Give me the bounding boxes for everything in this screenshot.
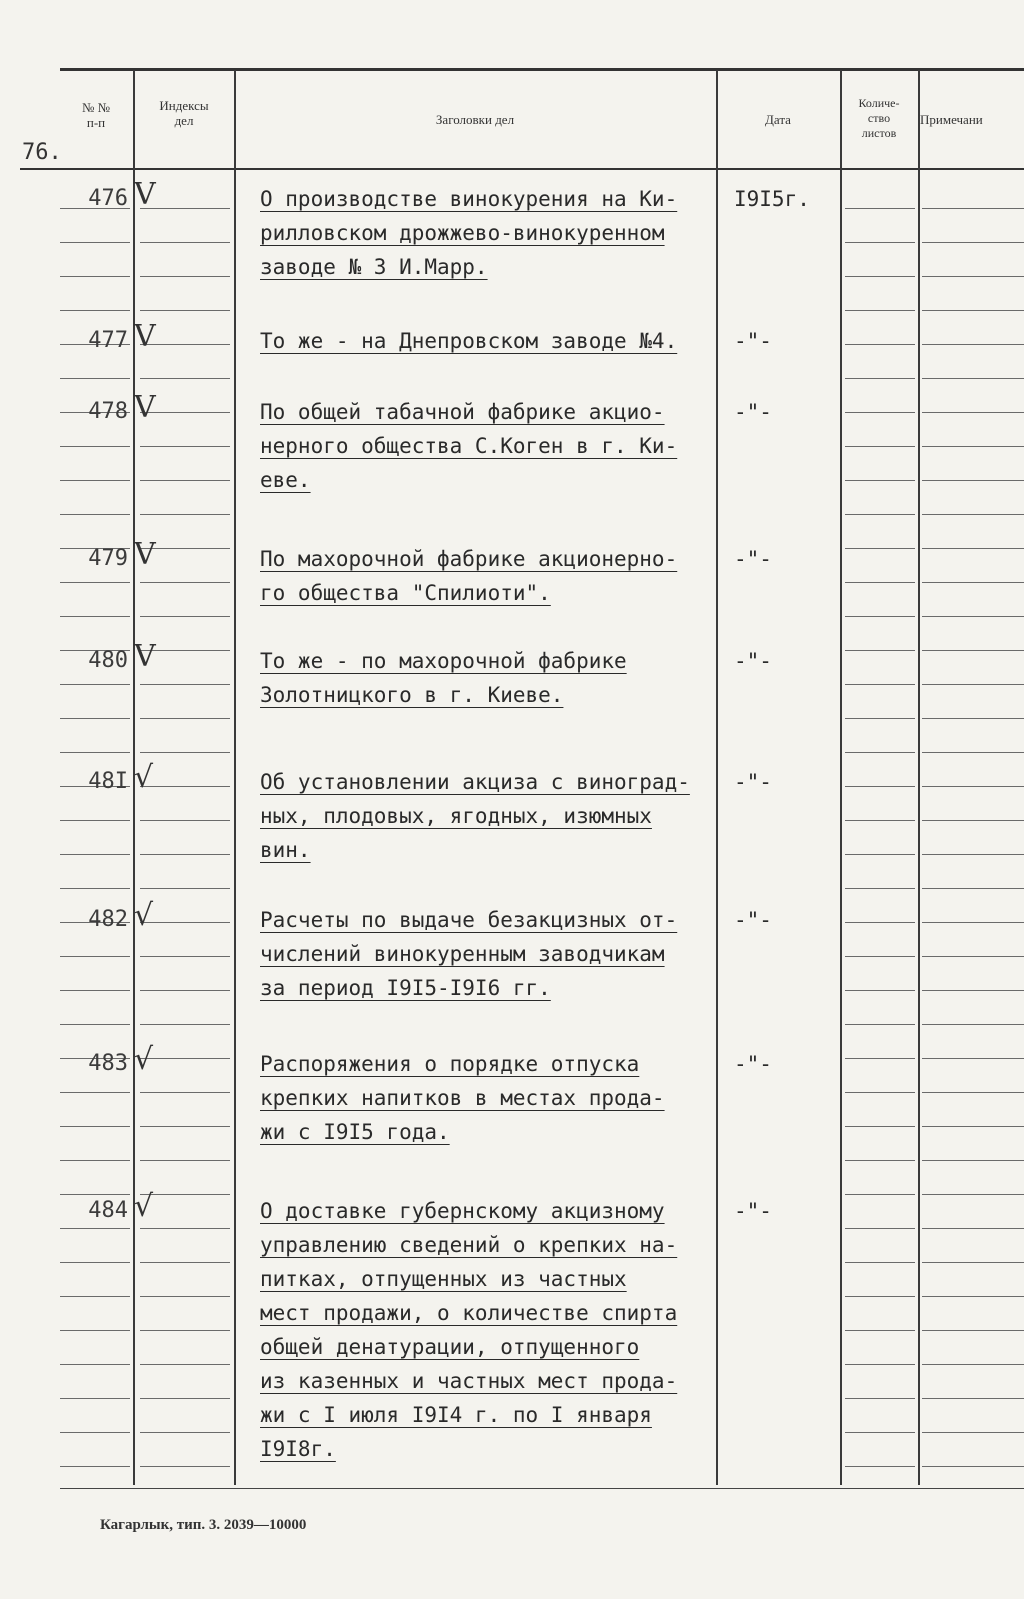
guide-line [922, 242, 1024, 243]
case-title-line: То же - на Днепровском заводе №4. [260, 329, 678, 353]
column-divider [234, 70, 236, 1485]
guide-line [140, 1296, 230, 1297]
guide-line [922, 1466, 1024, 1467]
case-title [260, 182, 730, 284]
case-title-line: Золотницкого в г. Киеве. [260, 683, 564, 707]
case-title-line: из казенных и частных мест прода- [260, 1369, 678, 1393]
case-title-line: вин. [260, 838, 311, 862]
guide-line [140, 1228, 230, 1229]
guide-line [922, 854, 1024, 855]
guide-line [60, 820, 130, 821]
guide-line [60, 1432, 130, 1433]
case-title-line: мест продажи, о количестве спирта [260, 1301, 678, 1325]
guide-line [140, 990, 230, 991]
guide-line [845, 1466, 915, 1467]
case-title [260, 395, 730, 497]
guide-line [140, 684, 230, 685]
printer-imprint: Кагарлык, тип. 3. 2039—10000 [100, 1517, 307, 1533]
guide-line [845, 310, 915, 311]
guide-line [922, 888, 1024, 889]
guide-line [60, 1228, 130, 1229]
guide-line [922, 446, 1024, 447]
guide-line [140, 956, 230, 957]
guide-line [922, 310, 1024, 311]
guide-line [922, 684, 1024, 685]
case-title-line: нерного общества С.Коген в г. Ки- [260, 434, 678, 458]
guide-line [60, 888, 130, 889]
guide-line [60, 1126, 130, 1127]
guide-line [922, 922, 1024, 923]
header-index: Индексы дел [159, 98, 209, 128]
guide-line [922, 1364, 1024, 1365]
guide-line [140, 1126, 230, 1127]
case-title-line: еве. [260, 468, 311, 492]
case-title-line: ных, плодовых, ягодных, изюмных [260, 804, 652, 828]
guide-line [60, 378, 130, 379]
guide-line [922, 276, 1024, 277]
guide-line [922, 786, 1024, 787]
case-title-line: за период I9I5-I9I6 гг. [260, 976, 551, 1000]
guide-line [845, 446, 915, 447]
checkmark-icon: V [134, 537, 156, 572]
guide-line [60, 1296, 130, 1297]
guide-line [922, 990, 1024, 991]
guide-line [845, 1228, 915, 1229]
case-date: -"- [734, 908, 772, 932]
case-title-line: жи с I июля I9I4 г. по I января [260, 1403, 652, 1427]
guide-line [922, 480, 1024, 481]
guide-line [922, 1330, 1024, 1331]
guide-line [845, 1330, 915, 1331]
guide-line [140, 242, 230, 243]
header-title: Заголовки дел [435, 112, 515, 127]
case-title [260, 765, 730, 867]
guide-line [140, 276, 230, 277]
guide-line [140, 1160, 230, 1161]
case-title [260, 324, 730, 358]
guide-line [922, 1092, 1024, 1093]
guide-line [922, 752, 1024, 753]
guide-line [922, 412, 1024, 413]
case-date: -"- [734, 1199, 772, 1223]
guide-line [60, 854, 130, 855]
guide-line [140, 310, 230, 311]
case-title-line: управлению сведений о крепких на- [260, 1233, 678, 1257]
guide-line [845, 412, 915, 413]
guide-line [845, 616, 915, 617]
guide-line [845, 1126, 915, 1127]
guide-line [60, 276, 130, 277]
guide-line [140, 1092, 230, 1093]
guide-line [60, 1160, 130, 1161]
guide-line [60, 446, 130, 447]
column-divider [918, 70, 920, 1485]
guide-line [922, 344, 1024, 345]
guide-line [845, 1160, 915, 1161]
guide-line [140, 1364, 230, 1365]
row-number: 483 [88, 1051, 128, 1076]
case-date: -"- [734, 329, 772, 353]
guide-line [845, 208, 915, 209]
case-title [260, 542, 730, 610]
guide-line [922, 650, 1024, 651]
guide-line [140, 888, 230, 889]
guide-line [922, 1058, 1024, 1059]
case-title-line: общей денатурации, отпущенного [260, 1335, 640, 1359]
case-title-line: О производстве винокурения на Ки- [260, 187, 678, 211]
case-date: -"- [734, 649, 772, 673]
case-title-line: Расчеты по выдаче безакцизных от- [260, 908, 678, 932]
case-date: -"- [734, 547, 772, 571]
case-title [260, 903, 730, 1005]
row-number: 480 [88, 648, 128, 673]
guide-line [922, 1432, 1024, 1433]
guide-line [845, 1194, 915, 1195]
case-title-line: рилловском дрожжево-винокуренном [260, 221, 665, 245]
checkmark-icon: V [134, 177, 156, 212]
guide-line [140, 1194, 230, 1195]
guide-line [845, 752, 915, 753]
guide-line [922, 514, 1024, 515]
guide-line [845, 1262, 915, 1263]
guide-line [922, 1160, 1024, 1161]
guide-line [845, 1024, 915, 1025]
guide-line [845, 854, 915, 855]
guide-line [845, 548, 915, 549]
guide-line [845, 378, 915, 379]
case-title-line: По общей табачной фабрике акцио- [260, 400, 665, 424]
case-title-line: питках, отпущенных из частных [260, 1267, 627, 1291]
guide-line [845, 1092, 915, 1093]
guide-line [845, 480, 915, 481]
row-number: 476 [88, 186, 128, 211]
page-end-rule [60, 1488, 1024, 1489]
guide-line [140, 718, 230, 719]
guide-line [845, 650, 915, 651]
case-title-line: По махорочной фабрике акционерно- [260, 547, 678, 571]
guide-line [922, 616, 1024, 617]
guide-line [922, 718, 1024, 719]
guide-line [140, 480, 230, 481]
guide-line [60, 1092, 130, 1093]
guide-line [845, 990, 915, 991]
guide-line [60, 1466, 130, 1467]
checkmark-icon: √ [134, 760, 154, 795]
guide-line [140, 854, 230, 855]
guide-line [140, 616, 230, 617]
guide-line [140, 1466, 230, 1467]
case-title [260, 1047, 730, 1149]
guide-line [60, 1398, 130, 1399]
case-title-line: Об установлении акциза с виноград- [260, 770, 690, 794]
guide-line [845, 718, 915, 719]
guide-line [140, 1024, 230, 1025]
row-number: 477 [88, 328, 128, 353]
row-number: 48I [88, 769, 128, 794]
case-date: I9I5г. [734, 187, 810, 211]
header-bottom-rule [20, 168, 1024, 170]
checkmark-icon: V [134, 639, 156, 674]
guide-line [60, 242, 130, 243]
checkmark-icon: V [134, 319, 156, 354]
header-number: № № п-п [81, 100, 111, 130]
guide-line [922, 1126, 1024, 1127]
case-title-line: То же - по махорочной фабрике [260, 649, 627, 673]
guide-line [140, 1262, 230, 1263]
guide-line [922, 548, 1024, 549]
guide-line [60, 616, 130, 617]
guide-line [845, 276, 915, 277]
checkmark-icon: V [134, 390, 156, 425]
guide-line [60, 514, 130, 515]
row-number: 482 [88, 907, 128, 932]
guide-line [845, 1364, 915, 1365]
guide-line [845, 514, 915, 515]
guide-line [140, 1432, 230, 1433]
guide-line [60, 1262, 130, 1263]
guide-line [922, 1296, 1024, 1297]
guide-line [922, 582, 1024, 583]
guide-line [60, 310, 130, 311]
case-date: -"- [734, 770, 772, 794]
guide-line [922, 956, 1024, 957]
guide-line [922, 820, 1024, 821]
case-title-line: заводе № 3 И.Марр. [260, 255, 488, 279]
guide-line [845, 242, 915, 243]
guide-line [922, 1398, 1024, 1399]
case-title-line: I9I8г. [260, 1437, 336, 1461]
guide-line [60, 1024, 130, 1025]
guide-line [140, 786, 230, 787]
guide-line [60, 684, 130, 685]
sheet-number: 76. [22, 140, 62, 165]
checkmark-icon: √ [134, 1042, 154, 1077]
guide-line [922, 378, 1024, 379]
guide-line [60, 1364, 130, 1365]
guide-line [140, 1398, 230, 1399]
checkmark-icon: √ [134, 1189, 154, 1224]
case-date: -"- [734, 1052, 772, 1076]
checkmark-icon: √ [134, 898, 154, 933]
guide-line [845, 888, 915, 889]
row-number: 479 [88, 546, 128, 571]
row-number: 484 [88, 1198, 128, 1223]
guide-line [845, 1432, 915, 1433]
header-date: Дата [765, 112, 791, 127]
header-notes: Примечани [920, 112, 983, 127]
guide-line [845, 1398, 915, 1399]
guide-line [922, 1228, 1024, 1229]
guide-line [140, 752, 230, 753]
case-title-line: жи с I9I5 года. [260, 1120, 450, 1144]
guide-line [140, 1058, 230, 1059]
guide-line [60, 752, 130, 753]
case-title-line: крепких напитков в местах прода- [260, 1086, 665, 1110]
case-title-line: числений винокуренным заводчикам [260, 942, 665, 966]
guide-line [845, 1296, 915, 1297]
guide-line [60, 480, 130, 481]
guide-line [845, 684, 915, 685]
row-number: 478 [88, 399, 128, 424]
guide-line [140, 820, 230, 821]
guide-line [845, 820, 915, 821]
guide-line [845, 1058, 915, 1059]
guide-line [922, 1194, 1024, 1195]
guide-line [845, 344, 915, 345]
guide-line [922, 1262, 1024, 1263]
guide-line [140, 1330, 230, 1331]
guide-line [140, 514, 230, 515]
guide-line [60, 956, 130, 957]
guide-line [140, 922, 230, 923]
guide-line [845, 786, 915, 787]
header-sheets: Количе- ство листов [858, 96, 900, 140]
guide-line [60, 582, 130, 583]
guide-line [845, 956, 915, 957]
guide-line [845, 922, 915, 923]
guide-line [922, 208, 1024, 209]
case-title [260, 1194, 730, 1466]
guide-line [60, 990, 130, 991]
guide-line [845, 582, 915, 583]
guide-line [140, 446, 230, 447]
case-title-line: го общества "Спилиоти". [260, 581, 551, 605]
case-date: -"- [734, 400, 772, 424]
case-title-line: Распоряжения о порядке отпуска [260, 1052, 640, 1076]
case-title [260, 644, 730, 712]
guide-line [60, 1330, 130, 1331]
guide-line [140, 378, 230, 379]
guide-line [140, 582, 230, 583]
table-top-rule [60, 68, 1024, 71]
case-title-line: О доставке губернскому акцизному [260, 1199, 665, 1223]
guide-line [922, 1024, 1024, 1025]
guide-line [60, 718, 130, 719]
